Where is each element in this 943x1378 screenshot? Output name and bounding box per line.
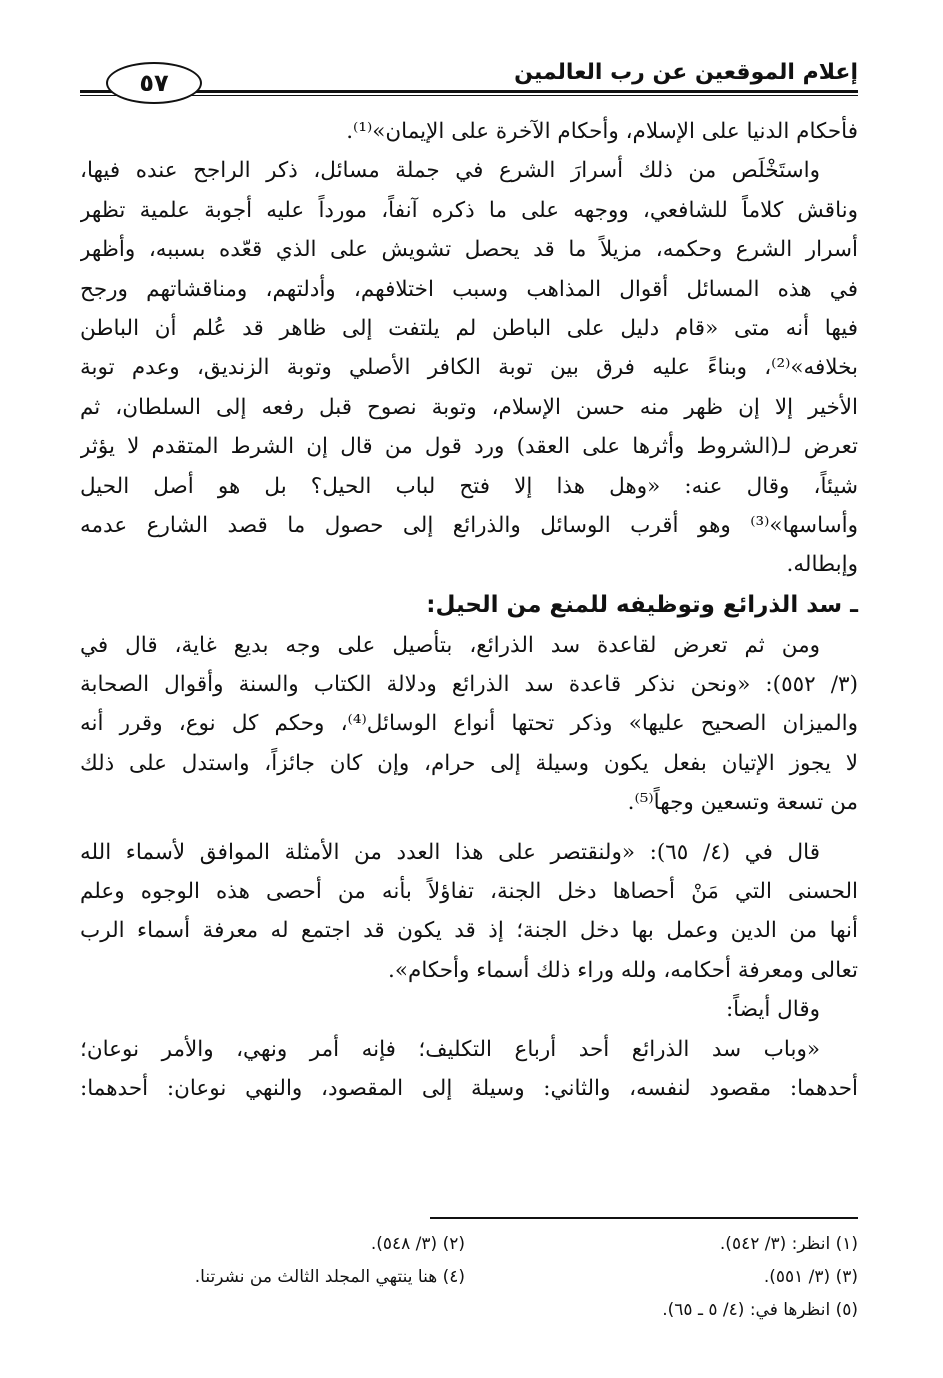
text-line: لا يجوز الإتيان بفعل يكون وسيلة إلى حرام، وإن كان جائزاً، واستدل على ذلك: [80, 750, 858, 776]
text-line: شيئاً، وقال عنه: «وهل هذا إلا فتح لباب الحيل؟ بل هو أصل الحيل: [80, 473, 858, 499]
footnotes: [80, 1228, 858, 1327]
page-number-badge: [106, 62, 202, 104]
text-line: وناقش كلاماً للشافعي، ووجهه على ما ذكره آنفاً، مورداً عليه أجوبة علمية تظهر: [80, 197, 858, 223]
section-heading: ـ سد الذرائع وتوظيفه للمنع من الحيل:: [426, 591, 858, 618]
text-line: فيها أنه متى «قام دليل على الباطن لم يلتفت إلى ظاهر قد عُلم أن الباطن: [80, 315, 858, 341]
footnote-row: [80, 1261, 858, 1294]
text-line: واستَخْلَص من ذلك أسرارَ الشرع في جملة مسائل، ذكر الراجح عنده فيها،: [80, 158, 820, 184]
footnote-row: [80, 1228, 858, 1261]
paragraph-gap: [80, 823, 858, 833]
text-line: أحدهما: مقصود لنفسه، والثاني: وسيلة إلى المقصود، والنهي نوعان: أحدهما:: [80, 1075, 858, 1101]
page-number: ٥٧: [139, 69, 169, 97]
text-line: ومن ثم تعرض لقاعدة سد الذرائع، بتأصيل على وجه بديع غاية، قال في: [80, 632, 820, 658]
footnote-2: (٢) (٣/ ٥٤٨).: [370, 1234, 465, 1254]
text-line: من تسعة وتسعين وجهاً⁽⁵⁾.: [627, 790, 858, 816]
footnote-1: (١) انظر: (٣/ ٥٤٢).: [719, 1234, 858, 1254]
text-line: (٣/ ٥٥٢): «ونحن نذكر قاعدة سد الذرائع ودلالة الكتاب والسنة وأقوال الصحابة: [80, 672, 858, 698]
text-line: في هذه المسائل أقوال المذاهب وسبب اختلافهم، وأدلتهم، ومناقشاتهم ورجح: [80, 276, 858, 302]
text-line: وإبطاله.: [786, 552, 858, 578]
text-line: فأحكام الدنيا على الإسلام، وأحكام الآخرة على الإيمان»⁽¹⁾.: [346, 119, 858, 144]
text-line: تعرض لـ(الشروط وأثرها على العقد) ورد قول من قال إن الشرط المتقدم لا يؤثر: [80, 434, 858, 460]
running-header-title: إعلام الموقعين عن رب العالمين: [514, 60, 858, 85]
text-line: أنها من الدين وعمل بها دخل الجنة؛ إذ قد يكون قد اجتمع له معرفة أسماء الرب: [80, 918, 858, 944]
footnote-5: (٥) انظرها في: (٤/ ٥ ـ ٦٥).: [662, 1300, 858, 1320]
main-text: [80, 112, 858, 1108]
text-line: وقال أيضاً:: [725, 997, 820, 1023]
text-line: قال في (٤/ ٦٥): «ولنقتصر على هذا العدد من الأمثلة الموافق لأسماء الله: [80, 839, 820, 865]
text-line: والميزان الصحيح عليها» وذكر تحتها أنواع الوسائل⁽⁴⁾، وحكم كل نوع، وقرر أنه: [80, 711, 858, 737]
text-line: الحسنى التي مَنْ أحصاها دخل الجنة، تفاؤلاً بأنه من أحصى هذه الوجوه وعلم: [80, 879, 858, 905]
text-line: وأساسها»⁽³⁾ وهو أقرب الوسائل والذرائع إلى حصول ما قصد الشارع عدمه: [80, 512, 858, 538]
footnote-3: (٣) (٣/ ٥٥١).: [763, 1267, 858, 1287]
text-line: «وباب سد الذرائع أحد أرباع التكليف؛ فإنه أمر ونهي، والأمر نوعان؛: [80, 1036, 820, 1062]
footnote-rule: [430, 1217, 858, 1219]
text-line: أسرار الشرع وحكمه، مزيلاً ما قد يحصل تشويش على الذي قعّده بسببه، وأظهر: [80, 237, 858, 263]
header-rule-thin: [80, 95, 858, 96]
footnote-4: (٤) هنا ينتهي المجلد الثالث من نشرتنا.: [194, 1267, 465, 1287]
text-line: تعالى ومعرفة أحكامه، ولله وراء ذلك أسماء وأحكام».: [388, 957, 858, 983]
footnote-row: [80, 1294, 858, 1327]
text-line: الأخير إلا إن ظهر منه حسن الإسلام، وتوبة نصوح قبل رفعه إلى السلطان، ثم: [80, 394, 858, 420]
text-line: بخلافه»⁽²⁾، وبناءً عليه فرق بين توبة الكافر الأصلي وتوبة الزنديق، وعدم توبة: [80, 355, 858, 381]
